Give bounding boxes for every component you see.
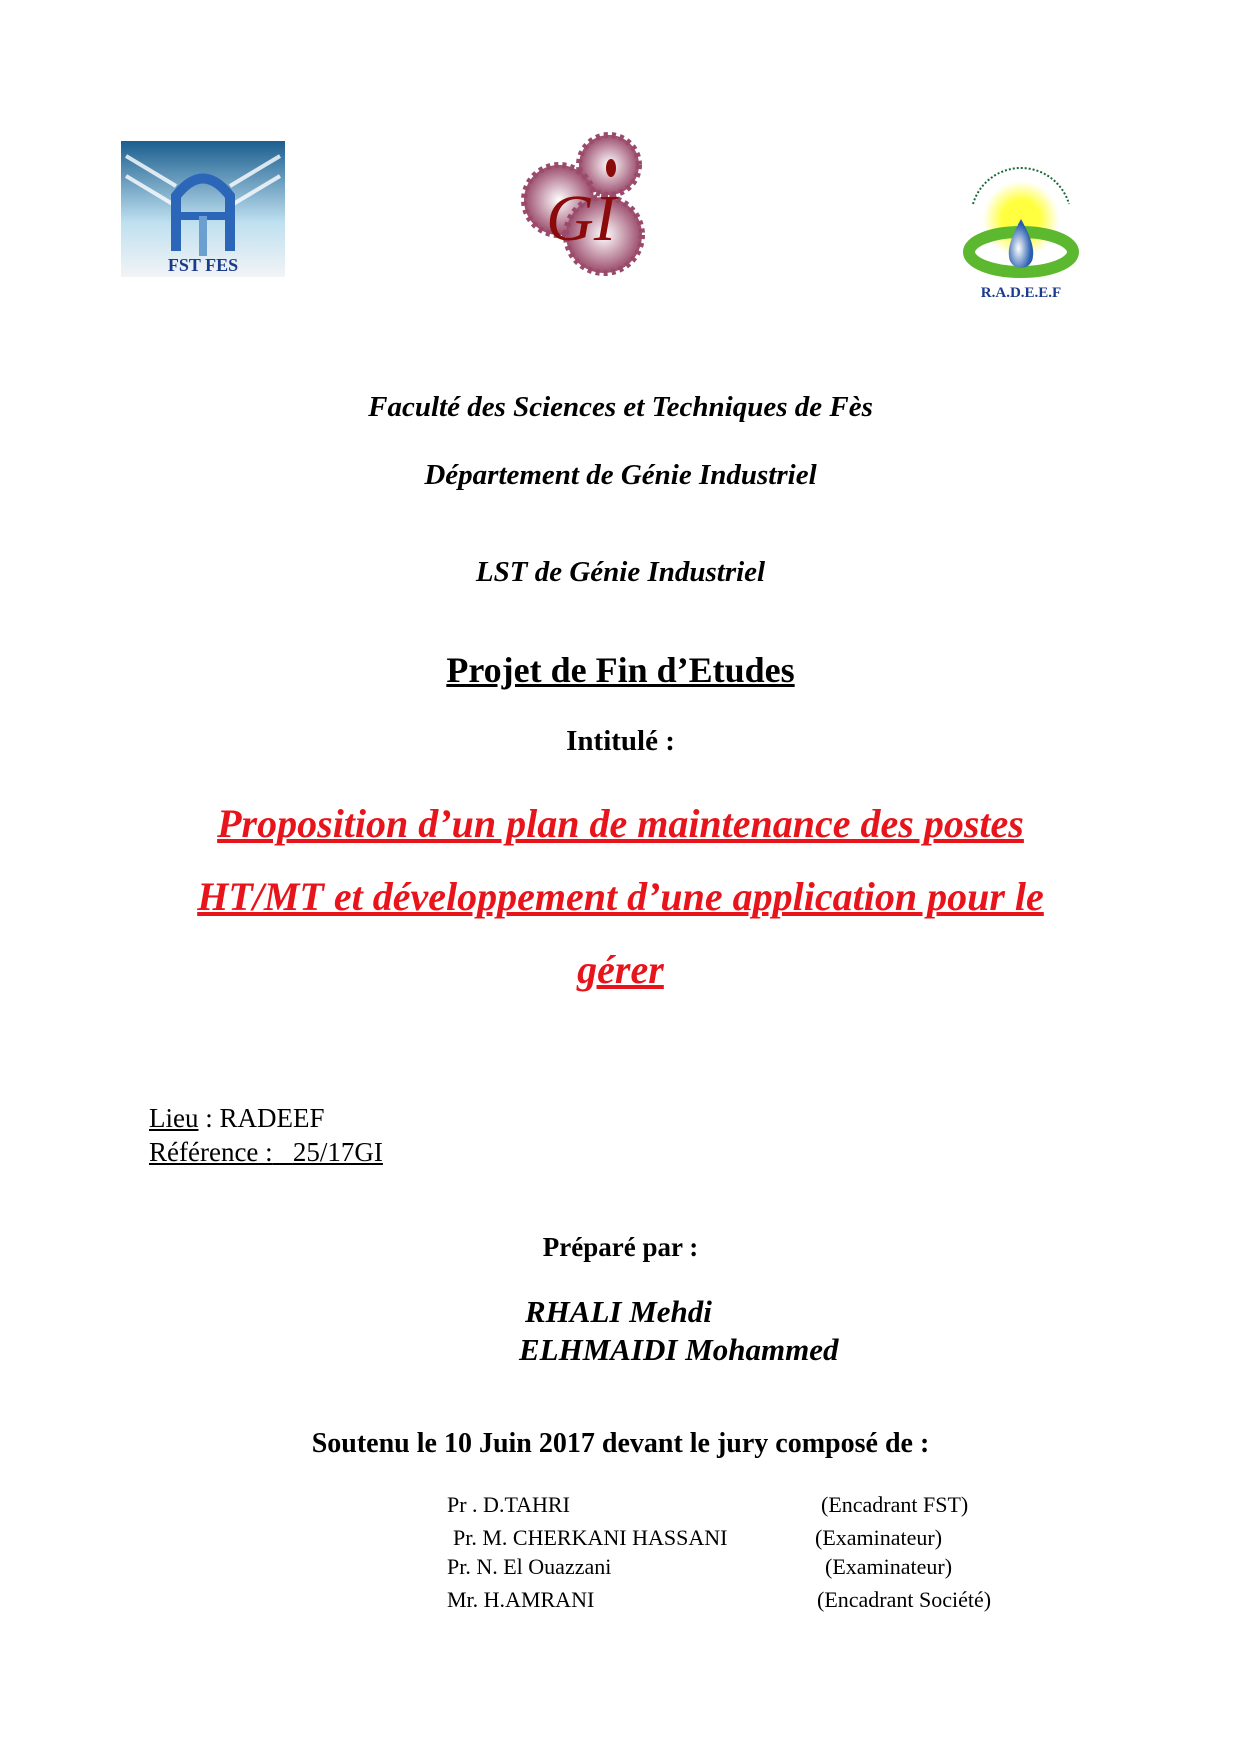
svg-text:FST FES: FST FES	[167, 255, 239, 275]
project-title-line-1: Proposition d’un plan de maintenance des postes	[217, 801, 1024, 846]
jury-member-name: Pr. M. CHERKANI HASSANI	[453, 1525, 728, 1550]
reference-line	[149, 1139, 383, 1166]
fst-fes-logo	[121, 141, 285, 277]
faculty-name: Faculté des Sciences et Techniques de Fès	[368, 391, 873, 423]
svg-text:GI: GI	[546, 182, 616, 255]
jury-member-name: Pr . D.TAHRI	[447, 1492, 570, 1517]
jury-member-role: (Examinateur)	[825, 1554, 953, 1579]
project-title-line-2: HT/MT et développement d’une application pour le	[197, 874, 1044, 919]
intitule-label: Intitulé :	[566, 725, 675, 757]
jury-member-name: Pr. N. El Ouazzani	[447, 1554, 612, 1579]
department-name: Département de Génie Industriel	[424, 459, 817, 491]
jury-member-role: (Examinateur)	[815, 1525, 943, 1550]
lieu-label: Lieu	[149, 1103, 199, 1133]
jury-member-role: (Encadrant Société)	[817, 1587, 992, 1612]
lieu-value: : RADEEF	[198, 1103, 325, 1133]
author-name: ELHMAIDI Mohammed	[519, 1332, 839, 1367]
reference-value: 25/17GI	[292, 1137, 383, 1167]
jury-heading: Soutenu le 10 Juin 2017 devant le jury composé de :	[311, 1428, 930, 1459]
author-name: RHALI Mehdi	[525, 1294, 712, 1329]
program-name: LST de Génie Industriel	[475, 556, 766, 588]
jury-member-role: (Encadrant FST)	[821, 1492, 969, 1517]
project-heading: Projet de Fin d’Etudes	[446, 650, 795, 690]
svg-text:R.A.D.E.E.F: R.A.D.E.E.F	[980, 285, 1062, 301]
radeef-logo	[953, 164, 1089, 302]
prepared-by-label: Préparé par :	[542, 1232, 699, 1262]
project-title-line-3: gérer	[577, 947, 664, 992]
jury-member-name: Mr. H.AMRANI	[447, 1587, 595, 1612]
reference-label: Référence :	[149, 1137, 273, 1167]
lieu-line	[149, 1105, 325, 1132]
gi-logo	[519, 130, 654, 282]
